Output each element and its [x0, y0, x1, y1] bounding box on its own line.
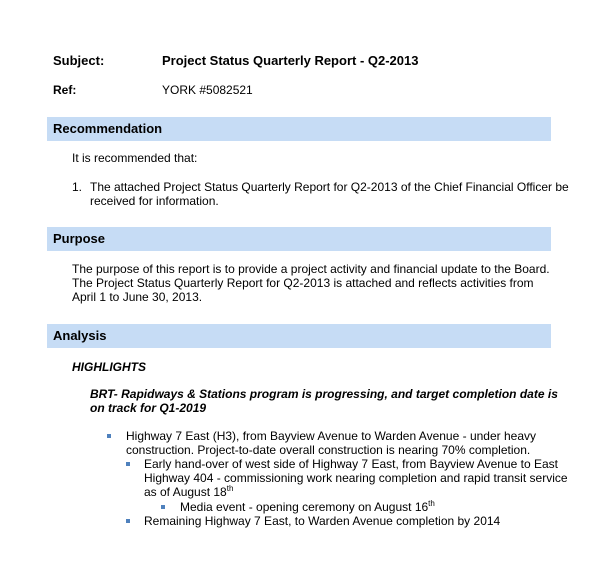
sub-sub-bullet-text: Media event - opening ceremony on August 16: [180, 500, 429, 514]
purpose-text-line: April 1 to June 30, 2013.: [72, 290, 203, 304]
bullet-square-icon: [161, 505, 165, 509]
recommendation-item-number: 1.: [72, 180, 83, 194]
section-header-recommendation: Recommendation: [47, 117, 551, 141]
sub-bullet-text-line: Early hand-over of west side of Highway 7 East, from Bayview Avenue to East: [144, 457, 558, 471]
highlights-heading: HIGHLIGHTS: [72, 360, 146, 374]
sub-bullet-text-line: [144, 485, 233, 499]
purpose-text-line: The Project Status Quarterly Report for Q2-2013 is attached and reflects activities from: [72, 276, 534, 290]
ref-label: Ref:: [53, 83, 77, 97]
recommendation-intro: It is recommended that:: [72, 151, 198, 165]
bullet-square-icon: [126, 462, 130, 466]
sub-bullet-text: as of August 18: [144, 485, 227, 499]
brt-heading-line: on track for Q1-2019: [90, 401, 207, 415]
subject-label: Subject:: [53, 53, 105, 68]
sub-sub-bullet-text-line: [180, 500, 435, 514]
purpose-text-line: The purpose of this report is to provide a project activity and financial update to the Board.: [72, 262, 550, 276]
recommendation-item-line: received for information.: [90, 194, 219, 208]
subject-value: Project Status Quarterly Report - Q2-2013: [162, 53, 419, 68]
bullet-text-line: construction. Project-to-date overall construction is nearing 70% completion.: [126, 443, 531, 457]
bullet-square-icon: [107, 434, 111, 438]
sub-bullet-text-line: Remaining Highway 7 East, to Warden Avenue completion by 2014: [144, 514, 501, 528]
recommendation-item-line: The attached Project Status Quarterly Report for Q2-2013 of the Chief Financial Officer be: [90, 180, 569, 194]
ordinal-suffix: th: [226, 484, 234, 493]
section-header-analysis: Analysis: [47, 324, 551, 348]
bullet-square-icon: [126, 519, 130, 523]
brt-heading-line: BRT- Rapidways & Stations program is progressing, and target completion date is: [90, 387, 558, 401]
sub-bullet-text-line: Highway 404 - commissioning work nearing completion and rapid transit service: [144, 471, 568, 485]
ordinal-suffix: th: [428, 499, 435, 508]
section-header-purpose: Purpose: [47, 227, 551, 251]
ref-value: YORK #5082521: [162, 83, 253, 97]
bullet-text-line: Highway 7 East (H3), from Bayview Avenue to Warden Avenue - under heavy: [126, 429, 536, 443]
